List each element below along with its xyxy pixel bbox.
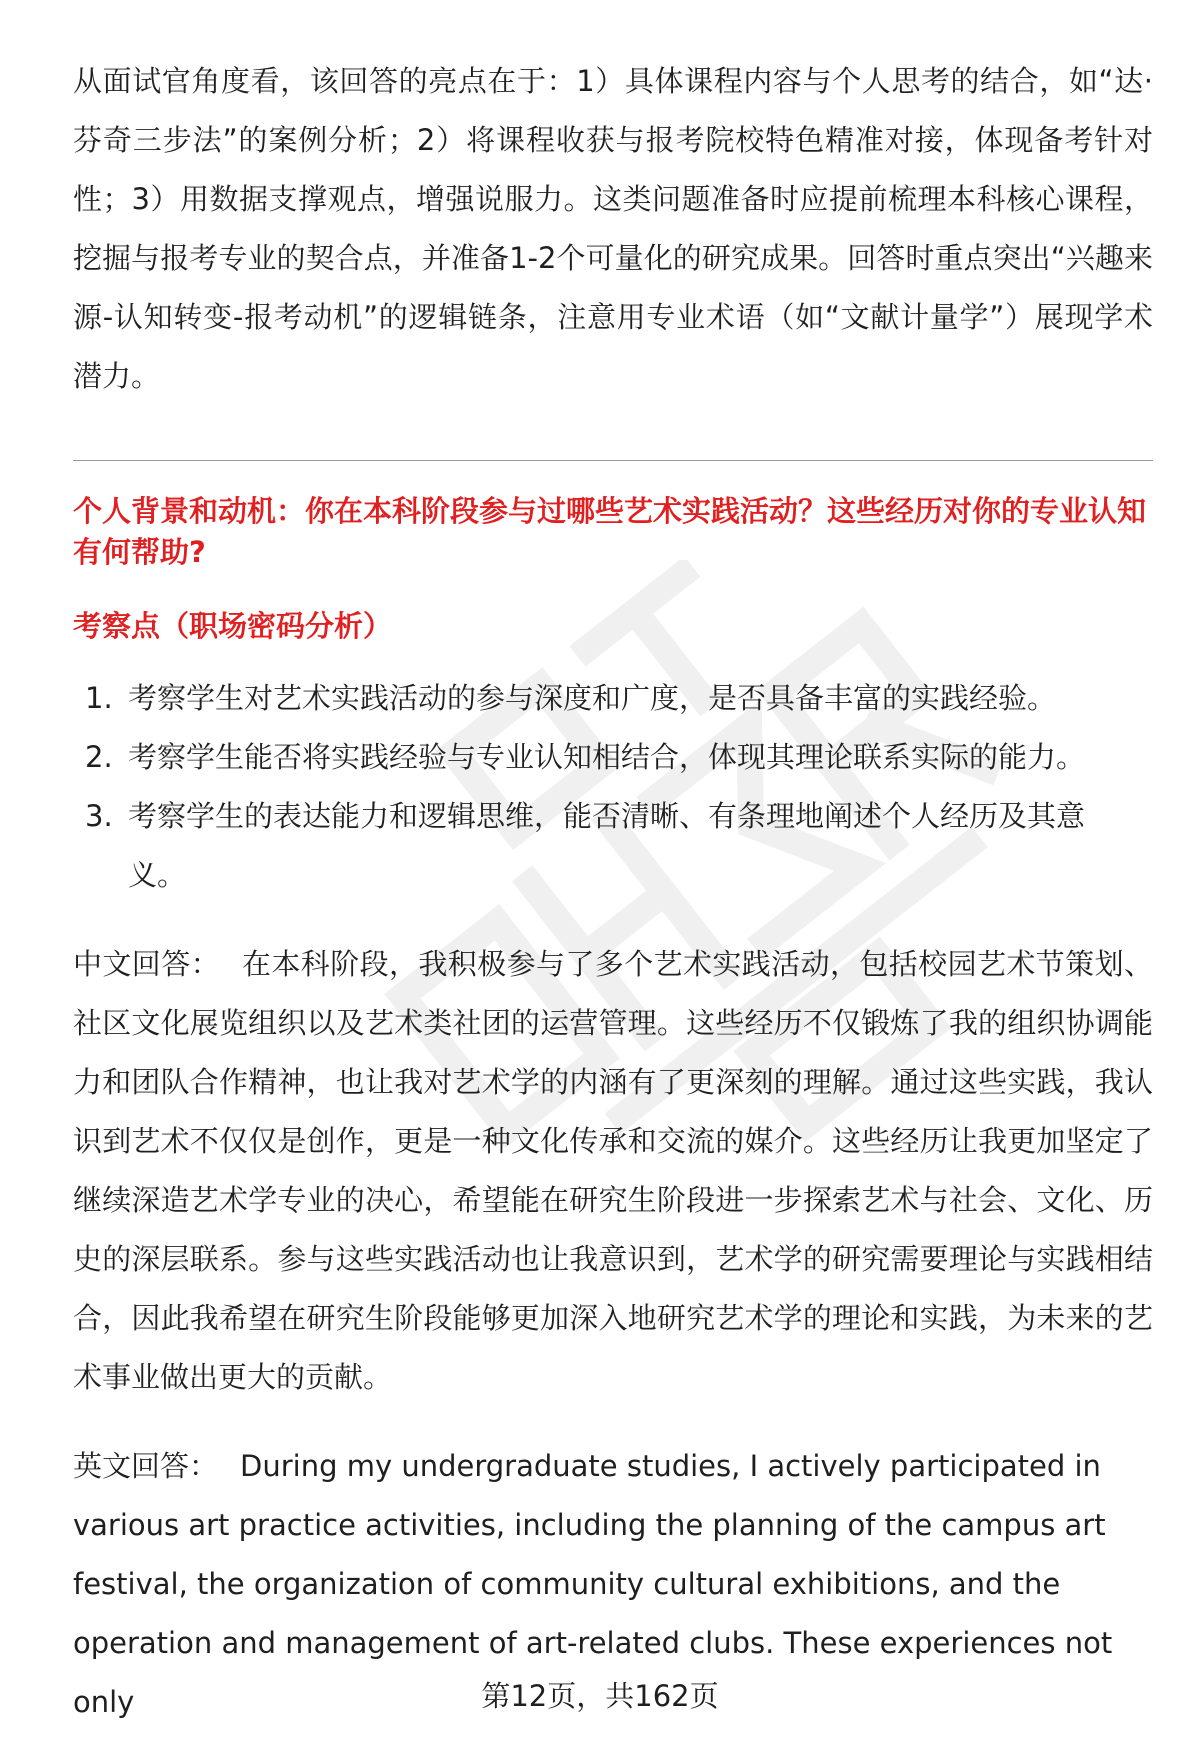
- assessment-point-text: 考察学生能否将实践经验与专业认知相结合，体现其理论联系实际的能力。: [128, 740, 1086, 774]
- page-content: [73, 52, 1153, 1732]
- question-heading: 个人背景和动机：你在本科阶段参与过哪些艺术实践活动？这些经历对你的专业认知有何帮助?: [73, 494, 1147, 569]
- assessment-point: [73, 669, 1153, 728]
- assessment-point-number: 3.: [85, 799, 113, 833]
- assessment-point-number: 1.: [85, 681, 113, 715]
- assessment-point-number: 2.: [85, 740, 113, 774]
- assessment-point-text: 考察学生对艺术实践活动的参与深度和广度，是否具备丰富的实践经验。: [128, 681, 1057, 715]
- intro-paragraph: 从面试官角度看，该回答的亮点在于：1）具体课程内容与个人思考的结合，如“达·芬奇三步法”的案例分析；2）将课程收获与报考院校特色精准对接，体现备考针对性；3）用数据支撑观点，增强说服力。这类问题准备时应提前梳理本科核心课程，挖掘与报考专业的契合点，并准备1-2个可量化的研究成果。回答时重点突出“兴趣来源-认知转变-报考动机”的逻辑链条，注意用专业术语（如“文献计量学”）展现学术潜力。: [73, 64, 1153, 393]
- assessment-points-list: [73, 669, 1153, 905]
- chinese-answer-label: 中文回答：: [73, 947, 220, 981]
- assessment-point: [73, 728, 1153, 787]
- assessment-point: [73, 787, 1153, 905]
- english-answer-label: 英文回答：: [73, 1449, 219, 1483]
- assessment-point-text: 考察学生的表达能力和逻辑思维，能否清晰、有条理地阐述个人经历及其意义。: [128, 799, 1086, 892]
- chinese-answer: [73, 935, 1153, 1407]
- section-divider: [73, 460, 1153, 461]
- english-answer-text: During my undergraduate studies, I actively participated in various art practice activities, including the planning of the campus art festival, the organization of community cultural exhibitions, and the operation and management of art-related clubs. These experiences not only: [73, 1449, 1113, 1719]
- assessment-heading: 考察点（职场密码分析）: [73, 609, 393, 643]
- page-number-footer: 第12页，共162页: [481, 1679, 719, 1713]
- chinese-answer-text: 在本科阶段，我积极参与了多个艺术实践活动，包括校园艺术节策划、社区文化展览组织以及艺术类社团的运营管理。这些经历不仅锻炼了我的组织协调能力和团队合作精神，也让我对艺术学的内涵有了更深刻的理解。通过这些实践，我认识到艺术不仅仅是创作，更是一种文化传承和交流的媒介。这些经历让我更加坚定了继续深造艺术学专业的决心，希望能在研究生阶段进一步探索艺术与社会、文化、历史的深层联系。参与这些实践活动也让我意识到，艺术学的研究需要理论与实践相结合，因此我希望在研究生阶段能够更加深入地研究艺术学的理论和实践，为未来的艺术事业做出更大的贡献。: [73, 947, 1153, 1394]
